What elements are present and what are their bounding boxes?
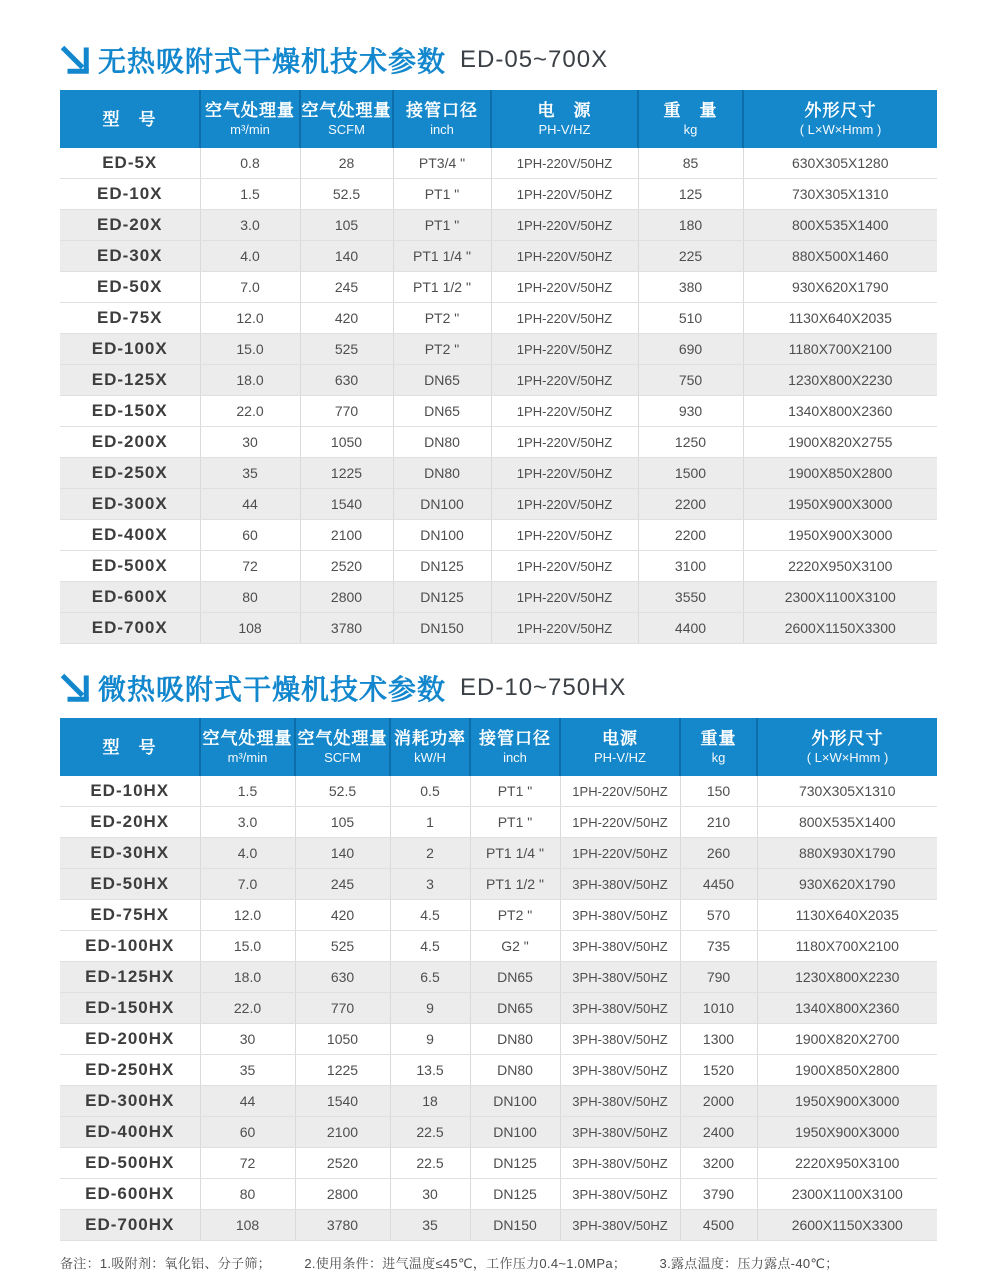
value-cell: 3PH-380V/50HZ — [560, 962, 680, 993]
value-cell: 1 — [390, 807, 470, 838]
value-cell: 1900X850X2800 — [743, 458, 937, 489]
value-cell: 18.0 — [200, 962, 295, 993]
column-header: 型 号 — [60, 718, 200, 776]
value-cell: 730X305X1310 — [757, 776, 937, 807]
value-cell: 35 — [200, 1055, 295, 1086]
value-cell: PT2 " — [470, 900, 560, 931]
value-cell: 60 — [200, 520, 300, 551]
value-cell: 108 — [200, 613, 300, 644]
table-2-body — [60, 776, 937, 1241]
header-row — [60, 90, 937, 148]
value-cell: 1225 — [295, 1055, 390, 1086]
value-cell: 3PH-380V/50HZ — [560, 1179, 680, 1210]
value-cell: 12.0 — [200, 303, 300, 334]
model-cell: ED-200X — [60, 427, 200, 458]
column-header: 外形尺寸 ( L×W×Hmm ) — [757, 718, 937, 776]
value-cell: DN100 — [393, 489, 491, 520]
value-cell: 245 — [300, 272, 393, 303]
value-cell: 770 — [300, 396, 393, 427]
value-cell: 210 — [680, 807, 757, 838]
value-cell: 140 — [300, 241, 393, 272]
value-cell: 1PH-220V/50HZ — [491, 427, 638, 458]
value-cell: 1900X820X2700 — [757, 1024, 937, 1055]
value-cell: 6.5 — [390, 962, 470, 993]
table-1-body — [60, 148, 937, 644]
value-cell: 3PH-380V/50HZ — [560, 900, 680, 931]
value-cell: 1PH-220V/50HZ — [491, 148, 638, 179]
value-cell: 880X500X1460 — [743, 241, 937, 272]
column-header: 电 源 PH-V/HZ — [491, 90, 638, 148]
table-row — [60, 900, 937, 931]
value-cell: 1.5 — [200, 776, 295, 807]
model-cell: ED-125X — [60, 365, 200, 396]
table-row — [60, 582, 937, 613]
value-cell: 52.5 — [295, 776, 390, 807]
value-cell: 15.0 — [200, 931, 295, 962]
value-cell: 1050 — [300, 427, 393, 458]
value-cell: 525 — [300, 334, 393, 365]
value-cell: 1PH-220V/50HZ — [491, 241, 638, 272]
value-cell: 570 — [680, 900, 757, 931]
model-cell: ED-400HX — [60, 1117, 200, 1148]
value-cell: 9 — [390, 1024, 470, 1055]
value-cell: PT1 1/4 " — [470, 838, 560, 869]
value-cell: 420 — [295, 900, 390, 931]
column-header: 空气处理量 m³/min — [200, 718, 295, 776]
value-cell: 3PH-380V/50HZ — [560, 931, 680, 962]
value-cell: DN80 — [470, 1055, 560, 1086]
value-cell: 72 — [200, 1148, 295, 1179]
value-cell: 1PH-220V/50HZ — [491, 303, 638, 334]
value-cell: PT1 " — [393, 210, 491, 241]
value-cell: 1900X820X2755 — [743, 427, 937, 458]
value-cell: 1PH-220V/50HZ — [491, 458, 638, 489]
table-1-header — [60, 90, 937, 148]
table-row — [60, 776, 937, 807]
table-row — [60, 962, 937, 993]
value-cell: 1PH-220V/50HZ — [491, 613, 638, 644]
value-cell: 3780 — [300, 613, 393, 644]
model-cell: ED-50X — [60, 272, 200, 303]
value-cell: 18.0 — [200, 365, 300, 396]
value-cell: 4.5 — [390, 931, 470, 962]
table-row — [60, 272, 937, 303]
table-row — [60, 1086, 937, 1117]
value-cell: 730X305X1310 — [743, 179, 937, 210]
section-2-title — [60, 668, 937, 708]
value-cell: 4.5 — [390, 900, 470, 931]
value-cell: 1950X900X3000 — [743, 520, 937, 551]
value-cell: 1PH-220V/50HZ — [491, 489, 638, 520]
value-cell: 12.0 — [200, 900, 295, 931]
value-cell: 1225 — [300, 458, 393, 489]
table-row — [60, 396, 937, 427]
value-cell: 1230X800X2230 — [743, 365, 937, 396]
value-cell: 1PH-220V/50HZ — [491, 179, 638, 210]
table-row — [60, 807, 937, 838]
value-cell: 4400 — [638, 613, 743, 644]
value-cell: 525 — [295, 931, 390, 962]
value-cell: 35 — [200, 458, 300, 489]
value-cell: 1PH-220V/50HZ — [560, 807, 680, 838]
value-cell: 1540 — [300, 489, 393, 520]
value-cell: DN125 — [470, 1148, 560, 1179]
model-cell: ED-150HX — [60, 993, 200, 1024]
section-2-model-range: ED-10~750HX — [460, 674, 627, 701]
value-cell: 2200 — [638, 489, 743, 520]
value-cell: 35 — [390, 1210, 470, 1241]
value-cell: 750 — [638, 365, 743, 396]
value-cell: G2 " — [470, 931, 560, 962]
value-cell: 1PH-220V/50HZ — [491, 210, 638, 241]
model-cell: ED-100X — [60, 334, 200, 365]
model-cell: ED-50HX — [60, 869, 200, 900]
value-cell: 1050 — [295, 1024, 390, 1055]
value-cell: 1PH-220V/50HZ — [491, 551, 638, 582]
model-cell: ED-20X — [60, 210, 200, 241]
value-cell: PT1 1/2 " — [470, 869, 560, 900]
model-cell: ED-600HX — [60, 1179, 200, 1210]
remarks-footnote: 备注：1.吸附剂：氧化铝、分子筛； 2.使用条件：进气温度≤45℃，工作压力0.4~1.0MPa； 3.露点温度：压力露点-40℃； — [60, 1256, 839, 1271]
value-cell: 7.0 — [200, 869, 295, 900]
table-row — [60, 1179, 937, 1210]
model-cell: ED-20HX — [60, 807, 200, 838]
model-cell: ED-30HX — [60, 838, 200, 869]
value-cell: 105 — [300, 210, 393, 241]
value-cell: DN80 — [393, 427, 491, 458]
table-row — [60, 427, 937, 458]
model-cell: ED-300HX — [60, 1086, 200, 1117]
model-cell: ED-30X — [60, 241, 200, 272]
value-cell: DN125 — [470, 1179, 560, 1210]
value-cell: 22.0 — [200, 993, 295, 1024]
value-cell: 630 — [295, 962, 390, 993]
column-header: 空气处理量 m³/min — [200, 90, 300, 148]
value-cell: 630 — [300, 365, 393, 396]
value-cell: DN100 — [470, 1086, 560, 1117]
model-cell: ED-500HX — [60, 1148, 200, 1179]
table-row — [60, 241, 937, 272]
table-row — [60, 520, 937, 551]
column-header: 接管口径 inch — [393, 90, 491, 148]
value-cell: 1PH-220V/50HZ — [491, 582, 638, 613]
table-row — [60, 458, 937, 489]
column-header: 空气处理量 SCFM — [295, 718, 390, 776]
value-cell: 1950X900X3000 — [757, 1086, 937, 1117]
value-cell: 420 — [300, 303, 393, 334]
column-header: 消耗功率 kW/H — [390, 718, 470, 776]
table-row — [60, 210, 937, 241]
header-row — [60, 718, 937, 776]
value-cell: 1PH-220V/50HZ — [491, 520, 638, 551]
value-cell: 0.8 — [200, 148, 300, 179]
value-cell: DN65 — [470, 962, 560, 993]
value-cell: DN125 — [393, 551, 491, 582]
value-cell: 3PH-380V/50HZ — [560, 1148, 680, 1179]
table-row — [60, 303, 937, 334]
value-cell: 3780 — [295, 1210, 390, 1241]
value-cell: 1PH-220V/50HZ — [491, 334, 638, 365]
value-cell: 44 — [200, 489, 300, 520]
model-cell: ED-75X — [60, 303, 200, 334]
value-cell: 930X620X1790 — [757, 869, 937, 900]
value-cell: 44 — [200, 1086, 295, 1117]
value-cell: DN100 — [470, 1117, 560, 1148]
value-cell: 108 — [200, 1210, 295, 1241]
value-cell: 1230X800X2230 — [757, 962, 937, 993]
value-cell: PT1 " — [470, 776, 560, 807]
value-cell: 2800 — [300, 582, 393, 613]
value-cell: DN65 — [393, 365, 491, 396]
value-cell: 735 — [680, 931, 757, 962]
value-cell: 105 — [295, 807, 390, 838]
value-cell: 72 — [200, 551, 300, 582]
value-cell: 2 — [390, 838, 470, 869]
section-1-model-range: ED-05~700X — [460, 46, 609, 73]
section-2-heading: 微热吸附式干燥机技术参数 — [98, 674, 447, 705]
value-cell: 2300X1100X3100 — [757, 1179, 937, 1210]
value-cell: 1340X800X2360 — [757, 993, 937, 1024]
table-row — [60, 1210, 937, 1241]
value-cell: 690 — [638, 334, 743, 365]
value-cell: PT2 " — [393, 303, 491, 334]
value-cell: 2000 — [680, 1086, 757, 1117]
value-cell: 9 — [390, 993, 470, 1024]
value-cell: 880X930X1790 — [757, 838, 937, 869]
section-1-title — [60, 40, 937, 80]
value-cell: 3100 — [638, 551, 743, 582]
value-cell: PT2 " — [393, 334, 491, 365]
value-cell: 1900X850X2800 — [757, 1055, 937, 1086]
value-cell: 0.5 — [390, 776, 470, 807]
southeast-arrow-icon — [60, 673, 90, 703]
value-cell: 13.5 — [390, 1055, 470, 1086]
value-cell: 2100 — [300, 520, 393, 551]
southeast-arrow-icon — [60, 45, 90, 75]
model-cell: ED-5X — [60, 148, 200, 179]
table-row — [60, 1024, 937, 1055]
column-header: 重量 kg — [680, 718, 757, 776]
table-row — [60, 179, 937, 210]
value-cell: 2600X1150X3300 — [743, 613, 937, 644]
value-cell: 85 — [638, 148, 743, 179]
table-row — [60, 931, 937, 962]
value-cell: 3200 — [680, 1148, 757, 1179]
value-cell: 2100 — [295, 1117, 390, 1148]
value-cell: 1PH-220V/50HZ — [560, 838, 680, 869]
value-cell: 380 — [638, 272, 743, 303]
value-cell: DN65 — [393, 396, 491, 427]
value-cell: 52.5 — [300, 179, 393, 210]
value-cell: 930X620X1790 — [743, 272, 937, 303]
value-cell: 510 — [638, 303, 743, 334]
value-cell: 1300 — [680, 1024, 757, 1055]
table-row — [60, 838, 937, 869]
value-cell: 2300X1100X3100 — [743, 582, 937, 613]
table-row — [60, 334, 937, 365]
table-row — [60, 551, 937, 582]
column-header: 外形尺寸 ( L×W×Hmm ) — [743, 90, 937, 148]
model-cell: ED-700HX — [60, 1210, 200, 1241]
model-cell: ED-500X — [60, 551, 200, 582]
value-cell: 245 — [295, 869, 390, 900]
value-cell: 4450 — [680, 869, 757, 900]
value-cell: 3.0 — [200, 210, 300, 241]
model-cell: ED-10HX — [60, 776, 200, 807]
value-cell: 2520 — [300, 551, 393, 582]
value-cell: 1950X900X3000 — [757, 1117, 937, 1148]
model-cell: ED-250HX — [60, 1055, 200, 1086]
value-cell: 800X535X1400 — [757, 807, 937, 838]
model-cell: ED-100HX — [60, 931, 200, 962]
model-cell: ED-200HX — [60, 1024, 200, 1055]
column-header: 型 号 — [60, 90, 200, 148]
value-cell: 1500 — [638, 458, 743, 489]
table-row — [60, 489, 937, 520]
value-cell: 4.0 — [200, 838, 295, 869]
value-cell: 3PH-380V/50HZ — [560, 1117, 680, 1148]
value-cell: 770 — [295, 993, 390, 1024]
value-cell: DN80 — [393, 458, 491, 489]
column-header: 重 量 kg — [638, 90, 743, 148]
value-cell: 15.0 — [200, 334, 300, 365]
value-cell: 3.0 — [200, 807, 295, 838]
value-cell: 1PH-220V/50HZ — [491, 272, 638, 303]
value-cell: 2800 — [295, 1179, 390, 1210]
value-cell: 60 — [200, 1117, 295, 1148]
table-row — [60, 365, 937, 396]
heatless-dryer-spec-table — [60, 90, 937, 644]
value-cell: 180 — [638, 210, 743, 241]
value-cell: 2200 — [638, 520, 743, 551]
model-cell: ED-125HX — [60, 962, 200, 993]
model-cell: ED-600X — [60, 582, 200, 613]
value-cell: 1PH-220V/50HZ — [491, 396, 638, 427]
value-cell: PT1 " — [470, 807, 560, 838]
value-cell: 22.5 — [390, 1148, 470, 1179]
value-cell: 150 — [680, 776, 757, 807]
table-row — [60, 148, 937, 179]
value-cell: 1250 — [638, 427, 743, 458]
value-cell: DN80 — [470, 1024, 560, 1055]
section-1-heading: 无热吸附式干燥机技术参数 — [98, 46, 447, 77]
value-cell: 1520 — [680, 1055, 757, 1086]
value-cell: 1180X700X2100 — [743, 334, 937, 365]
value-cell: DN150 — [393, 613, 491, 644]
value-cell: DN65 — [470, 993, 560, 1024]
value-cell: 3PH-380V/50HZ — [560, 1055, 680, 1086]
value-cell: 30 — [200, 1024, 295, 1055]
model-cell: ED-400X — [60, 520, 200, 551]
value-cell: 1950X900X3000 — [743, 489, 937, 520]
value-cell: 140 — [295, 838, 390, 869]
value-cell: 1130X640X2035 — [743, 303, 937, 334]
value-cell: 1PH-220V/50HZ — [491, 365, 638, 396]
value-cell: 80 — [200, 582, 300, 613]
model-cell: ED-250X — [60, 458, 200, 489]
value-cell: 2400 — [680, 1117, 757, 1148]
table-row — [60, 1117, 937, 1148]
value-cell: PT1 " — [393, 179, 491, 210]
model-cell: ED-10X — [60, 179, 200, 210]
value-cell: 1540 — [295, 1086, 390, 1117]
model-cell: ED-300X — [60, 489, 200, 520]
column-header: 电源 PH-V/HZ — [560, 718, 680, 776]
value-cell: PT1 1/2 " — [393, 272, 491, 303]
value-cell: 3550 — [638, 582, 743, 613]
value-cell: DN100 — [393, 520, 491, 551]
value-cell: 1010 — [680, 993, 757, 1024]
column-header: 接管口径 inch — [470, 718, 560, 776]
value-cell: 1340X800X2360 — [743, 396, 937, 427]
value-cell: 30 — [200, 427, 300, 458]
model-cell: ED-150X — [60, 396, 200, 427]
value-cell: PT3/4 " — [393, 148, 491, 179]
value-cell: 790 — [680, 962, 757, 993]
value-cell: 225 — [638, 241, 743, 272]
model-cell: ED-700X — [60, 613, 200, 644]
value-cell: 3PH-380V/50HZ — [560, 1086, 680, 1117]
value-cell: 18 — [390, 1086, 470, 1117]
value-cell: 30 — [390, 1179, 470, 1210]
value-cell: DN150 — [470, 1210, 560, 1241]
value-cell: 125 — [638, 179, 743, 210]
value-cell: 260 — [680, 838, 757, 869]
table-row — [60, 869, 937, 900]
value-cell: 630X305X1280 — [743, 148, 937, 179]
value-cell: 3PH-380V/50HZ — [560, 1210, 680, 1241]
value-cell: 800X535X1400 — [743, 210, 937, 241]
table-row — [60, 993, 937, 1024]
value-cell: 80 — [200, 1179, 295, 1210]
table-row — [60, 1148, 937, 1179]
value-cell: 22.5 — [390, 1117, 470, 1148]
value-cell: 2600X1150X3300 — [757, 1210, 937, 1241]
column-header: 空气处理量 SCFM — [300, 90, 393, 148]
value-cell: DN125 — [393, 582, 491, 613]
model-cell: ED-75HX — [60, 900, 200, 931]
value-cell: 3 — [390, 869, 470, 900]
value-cell: 4500 — [680, 1210, 757, 1241]
value-cell: 1180X700X2100 — [757, 931, 937, 962]
value-cell: 28 — [300, 148, 393, 179]
value-cell: 1PH-220V/50HZ — [560, 776, 680, 807]
value-cell: 2520 — [295, 1148, 390, 1179]
value-cell: 930 — [638, 396, 743, 427]
value-cell: 1.5 — [200, 179, 300, 210]
value-cell: 3PH-380V/50HZ — [560, 993, 680, 1024]
table-row — [60, 613, 937, 644]
value-cell: 2220X950X3100 — [757, 1148, 937, 1179]
value-cell: 1130X640X2035 — [757, 900, 937, 931]
value-cell: PT1 1/4 " — [393, 241, 491, 272]
value-cell: 3PH-380V/50HZ — [560, 869, 680, 900]
value-cell: 7.0 — [200, 272, 300, 303]
table-row — [60, 1055, 937, 1086]
value-cell: 3PH-380V/50HZ — [560, 1024, 680, 1055]
value-cell: 3790 — [680, 1179, 757, 1210]
value-cell: 22.0 — [200, 396, 300, 427]
value-cell: 2220X950X3100 — [743, 551, 937, 582]
table-2-header — [60, 718, 937, 776]
value-cell: 4.0 — [200, 241, 300, 272]
heated-dryer-spec-table — [60, 718, 937, 1241]
